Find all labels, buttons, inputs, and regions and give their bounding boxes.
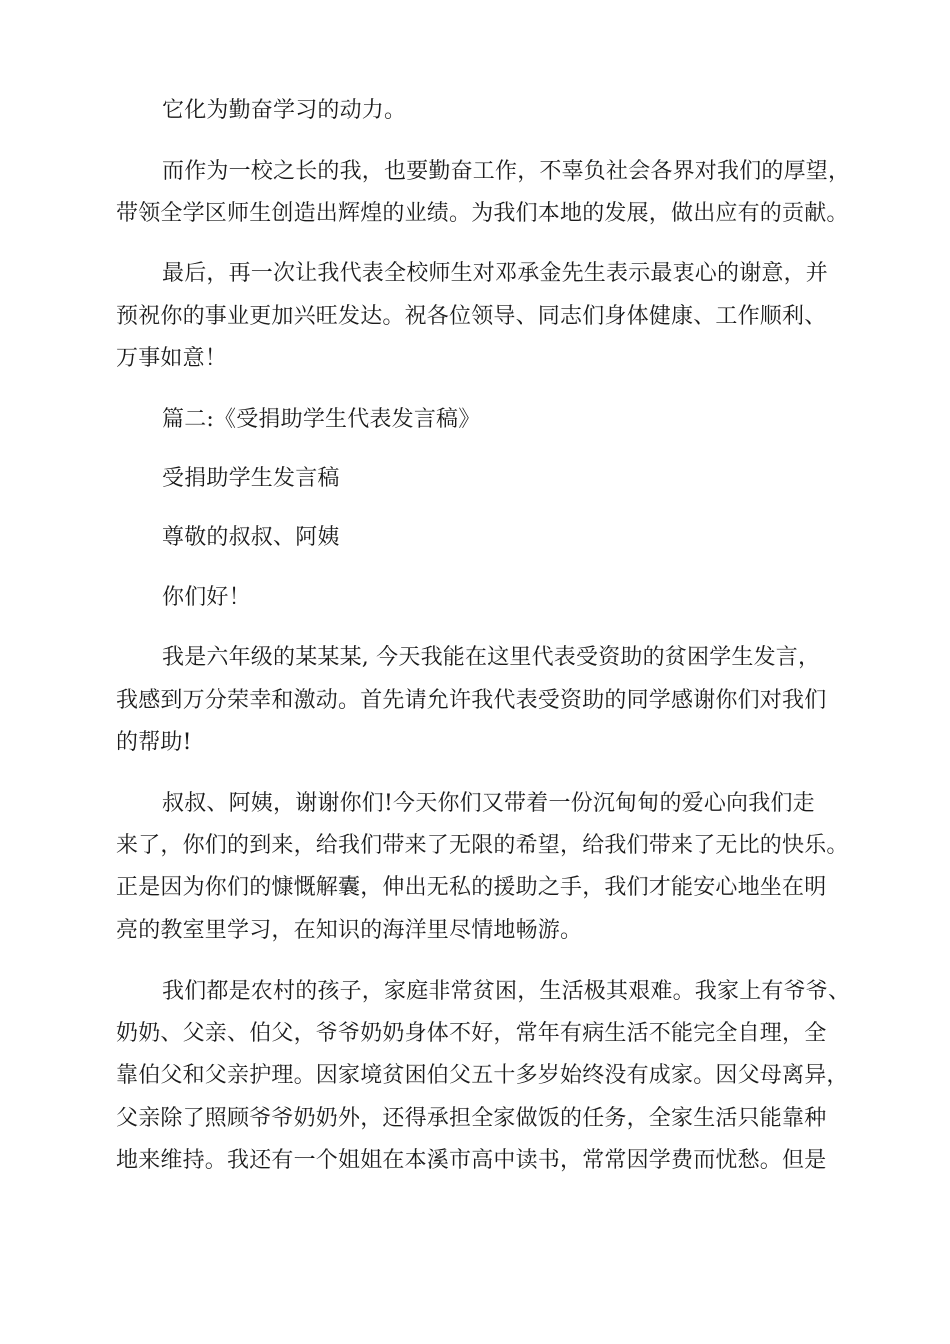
text-line: 预祝你的事业更加兴旺发达。祝各位领导、同志们身体健康、工作顺利、: [116, 304, 827, 329]
text-line: 亮的教室里学习，在知识的海洋里尽情地畅游。: [116, 918, 583, 943]
text-line: 地来维持。我还有一个姐姐在本溪市高中读书，常常因学费而忧愁。但是: [116, 1148, 827, 1173]
text-line: 而作为一校之长的我，也要勤奋工作，不辜负社会各界对我们的厚望，: [162, 159, 851, 184]
text-line: 正是因为你们的慷慨解囊，伸出无私的援助之手，我们才能安心地坐在明: [116, 875, 827, 900]
text-line: 我们都是农村的孩子，家庭非常贫困，生活极其艰难。我家上有爷爷、: [162, 979, 851, 1004]
greeting: 你们好！: [162, 585, 251, 610]
text-line: 我是六年级的某某某, 今天我能在这里代表受资助的贫困学生发言，: [162, 645, 821, 670]
salutation: 尊敬的叔叔、阿姨: [162, 525, 340, 550]
text-line: 带领全学区师生创造出辉煌的业绩。为我们本地的发展，做出应有的贡献。: [116, 201, 849, 226]
text-line: 父亲除了照顾爷爷奶奶外，还得承担全家做饭的任务，全家生活只能靠种: [116, 1106, 827, 1131]
text-line: 我感到万分荣幸和激动。首先请允许我代表受资助的同学感谢你们对我们: [116, 688, 827, 713]
section-heading: 篇二:《受捐助学生代表发言稿》: [162, 407, 481, 432]
text-line: 万事如意！: [116, 346, 228, 371]
text-line: 靠伯父和父亲护理。因家境贫困伯父五十多岁始终没有成家。因父母离异，: [116, 1063, 849, 1088]
text-line: 它化为勤奋学习的动力。: [162, 98, 407, 123]
text-line: 来了，你们的到来，给我们带来了无限的希望，给我们带来了无比的快乐。: [116, 833, 849, 858]
text-line: 奶奶、父亲、伯父，爷爷奶奶身体不好，常年有病生活不能完全自理，全: [116, 1021, 827, 1046]
text-line: 最后，再一次让我代表全校师生对邓承金先生表示最衷心的谢意，并: [162, 261, 829, 286]
speech-title: 受捐助学生发言稿: [162, 466, 340, 491]
text-line: 的帮助!: [116, 730, 192, 755]
text-line: 叔叔、阿姨，谢谢你们!今天你们又带着一份沉甸甸的爱心向我们走: [162, 791, 815, 816]
